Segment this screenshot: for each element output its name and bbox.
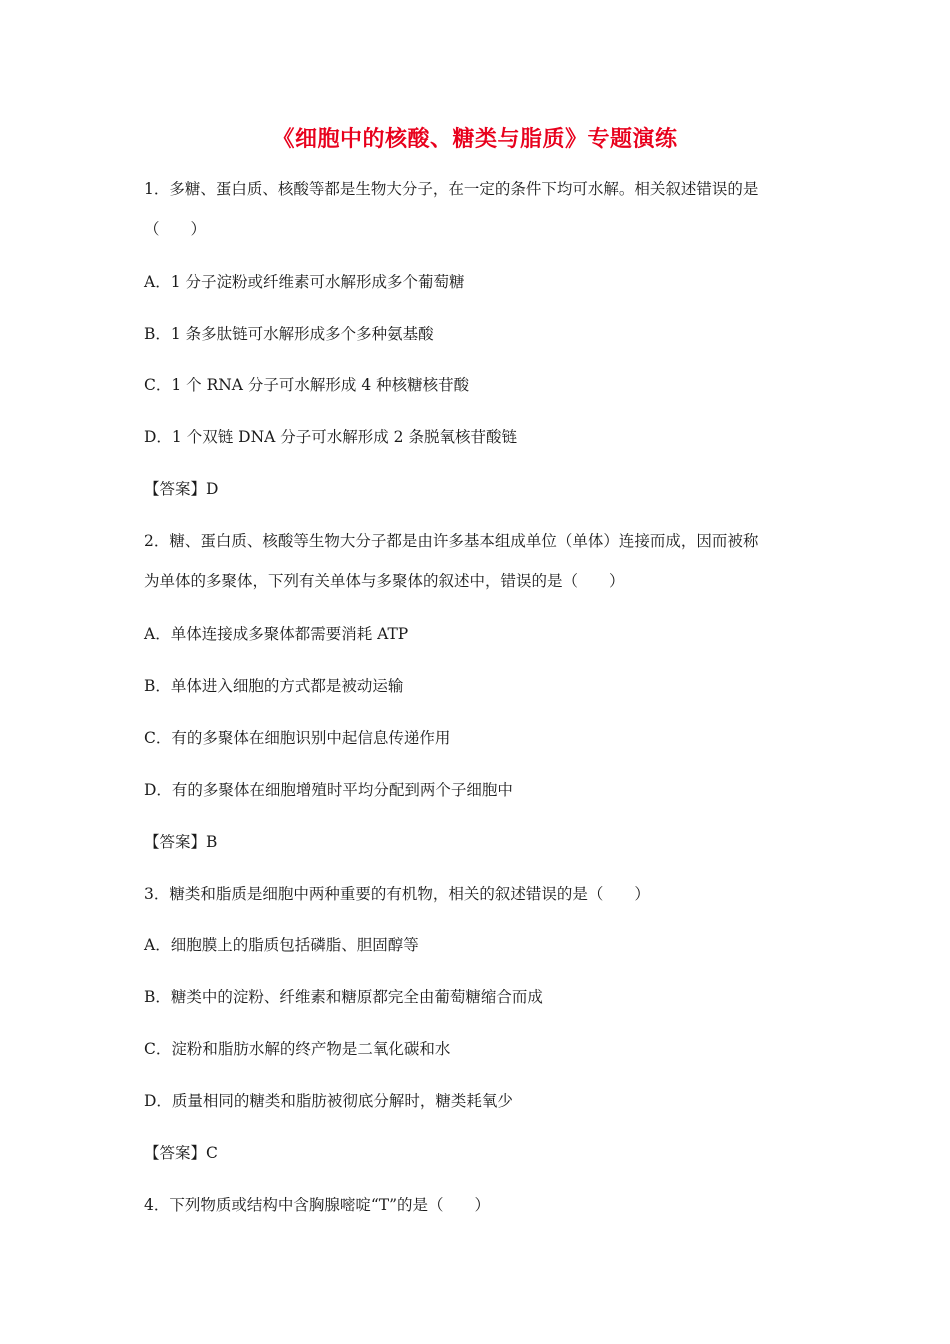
q2-option-d: D．有的多聚体在细胞增殖时平均分配到两个子细胞中 [144, 781, 513, 799]
q2-answer: 【答案】B [144, 833, 218, 851]
q3-stem-line1: 3．糖类和脂质是细胞中两种重要的有机物，相关的叙述错误的是（ ） [144, 885, 650, 903]
q3-option-c: C．淀粉和脂肪水解的终产物是二氧化碳和水 [144, 1040, 451, 1058]
q4-stem-line1: 4．下列物质或结构中含胸腺嘧啶“T”的是（ ） [144, 1196, 491, 1214]
q1-option-a: A．1 分子淀粉或纤维素可水解形成多个葡萄糖 [144, 273, 465, 291]
q1-option-d: D．1 个双链 DNA 分子可水解形成 2 条脱氧核苷酸链 [144, 428, 517, 446]
q3-option-b: B．糖类中的淀粉、纤维素和糖原都完全由葡萄糖缩合而成 [144, 988, 543, 1006]
q1-stem-line1: 1．多糖、蛋白质、核酸等都是生物大分子，在一定的条件下均可水解。相关叙述错误的是 [144, 180, 759, 198]
q2-option-c: C．有的多聚体在细胞识别中起信息传递作用 [144, 729, 451, 747]
document-title: 《细胞中的核酸、糖类与脂质》专题演练 [272, 127, 678, 152]
q2-option-a: A．单体连接成多聚体都需要消耗 ATP [144, 625, 409, 643]
q2-option-b: B．单体进入细胞的方式都是被动运输 [144, 677, 404, 695]
q1-answer: 【答案】D [144, 480, 219, 498]
q3-option-d: D．质量相同的糖类和脂肪被彻底分解时，糖类耗氧少 [144, 1092, 513, 1110]
q1-option-c: C．1 个 RNA 分子可水解形成 4 种核糖核苷酸 [144, 376, 470, 394]
q3-answer: 【答案】C [144, 1144, 218, 1162]
q2-stem-line2: 为单体的多聚体，下列有关单体与多聚体的叙述中，错误的是（ ） [144, 572, 625, 590]
q3-option-a: A．细胞膜上的脂质包括磷脂、胆固醇等 [144, 936, 419, 954]
q2-stem-line1: 2．糖、蛋白质、核酸等生物大分子都是由许多基本组成单位（单体）连接而成，因而被称 [144, 532, 759, 550]
q1-option-b: B．1 条多肽链可水解形成多个多种氨基酸 [144, 325, 434, 343]
q1-stem-line2: （ ） [144, 220, 207, 238]
